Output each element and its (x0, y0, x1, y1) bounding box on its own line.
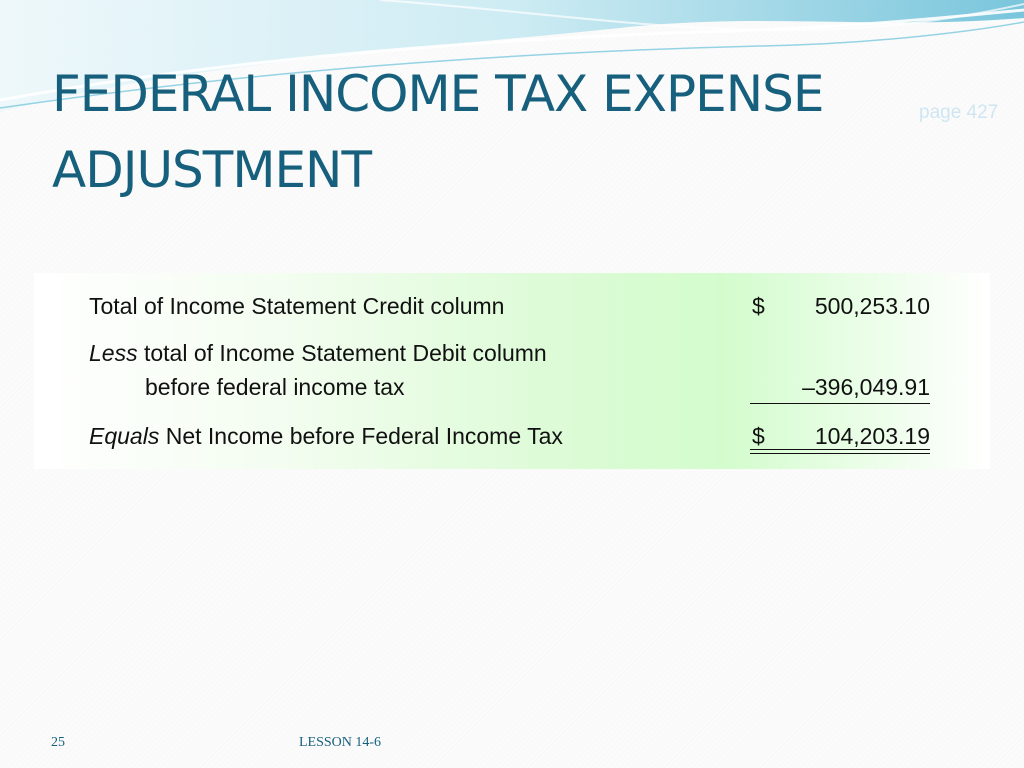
credit-total-label: Total of Income Statement Credit column (89, 293, 505, 319)
slide-title-line1: FEDERAL INCOME TAX EXPENSE (52, 65, 824, 123)
slide-title-line2: ADJUSTMENT (52, 141, 372, 199)
credit-total-dollar: $ (752, 293, 765, 319)
total-double-rule-bottom (750, 453, 930, 454)
subtotal-rule (750, 403, 930, 404)
lesson-label: LESSON 14-6 (299, 735, 382, 750)
less-prefix: Less (89, 340, 138, 366)
total-double-rule-top (750, 449, 930, 450)
net-income-label (89, 423, 563, 450)
page-reference: page 427 (919, 102, 999, 123)
debit-total-amount: –396,049.91 (802, 374, 930, 400)
debit-total-text: total of Income Statement Debit column (137, 340, 547, 366)
net-income-text: Net Income before Federal Income Tax (159, 423, 563, 449)
slide-number: 25 (51, 735, 65, 750)
net-income-amount: 104,203.19 (814, 423, 930, 449)
statement-panel (34, 273, 990, 469)
net-income-dollar: $ (752, 423, 765, 449)
credit-total-amount: 500,253.10 (814, 293, 930, 319)
debit-total-label (89, 340, 547, 367)
equals-prefix: Equals (89, 423, 160, 449)
debit-total-label-cont: before federal income tax (145, 374, 405, 400)
slide-title (52, 56, 912, 208)
